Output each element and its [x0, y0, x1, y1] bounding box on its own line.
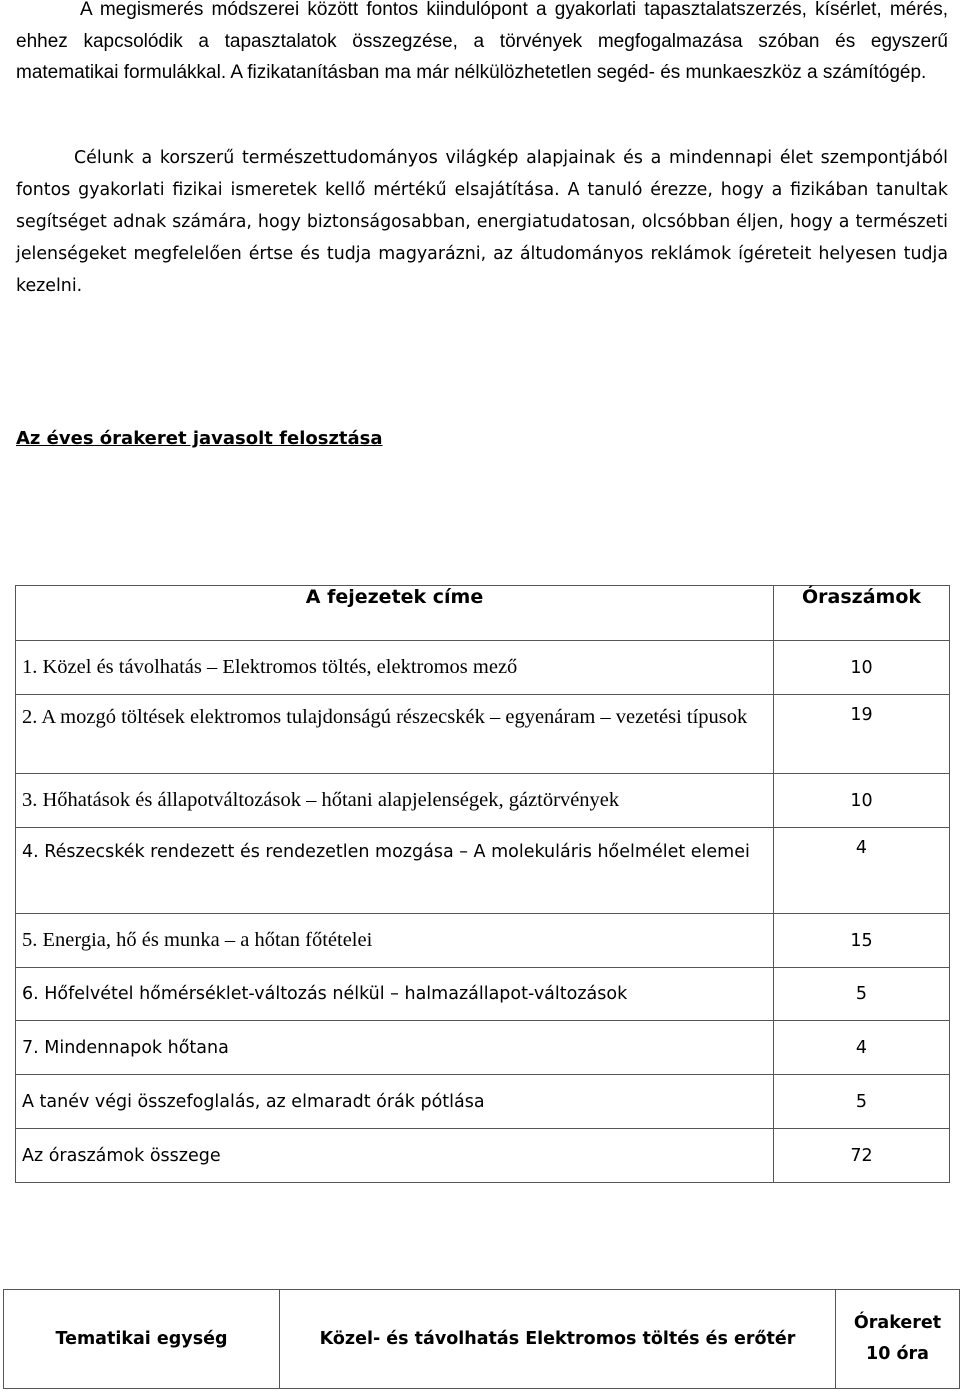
- row-title: Az óraszámok összege: [16, 1129, 774, 1183]
- unit-title: Közel- és távolhatás Elektromos töltés és erőtér: [280, 1290, 836, 1389]
- row-title: 4. Részecskék rendezett és rendezetlen mozgása – A molekuláris hőelmélet elemei: [16, 828, 774, 914]
- row-title: 2. A mozgó töltések elektromos tulajdonságú részecskék – egyenáram – vezetési típusok: [16, 695, 774, 774]
- table-row: [16, 914, 950, 968]
- thematic-unit-row: [4, 1290, 960, 1389]
- row-title: 3. Hőhatások és állapotváltozások – hőtani alapjelenségek, gáztörvények: [16, 774, 774, 828]
- row-title: 5. Energia, hő és munka – a hőtan főtételei: [16, 914, 774, 968]
- table-row: [16, 1021, 950, 1075]
- row-hours: 5: [774, 968, 950, 1021]
- row-title: A tanév végi összefoglalás, az elmaradt órák pótlása: [16, 1075, 774, 1129]
- table-row: [16, 774, 950, 828]
- header-chapter-title: A fejezetek címe: [16, 586, 774, 641]
- row-hours: 19: [774, 695, 950, 774]
- table-row: [16, 695, 950, 774]
- row-hours: 72: [774, 1129, 950, 1183]
- unit-hours: [836, 1290, 960, 1389]
- unit-hours-value: 10 óra: [866, 1344, 929, 1364]
- table-header-row: [16, 586, 950, 641]
- table-row: [16, 1129, 950, 1183]
- unit-hours-label: Órakeret: [853, 1313, 942, 1333]
- thematic-unit-table: [3, 1289, 960, 1389]
- row-title: 6. Hőfelvétel hőmérséklet-változás nélkül – halmazállapot-változások: [16, 968, 774, 1021]
- table-row: [16, 641, 950, 695]
- table-row: [16, 828, 950, 914]
- row-hours: 4: [774, 1021, 950, 1075]
- hours-table: [15, 585, 950, 1183]
- intro-paragraph-1: A megismerés módszerei között fontos kiindulópont a gyakorlati tapasztalatszerzés, kísérlet, mérés, ehhez kapcsolódik a tapasztalatok összegzése, a törvények megfogalmazása szóban és egyszerű matematikai formulákkal. A fizikatanításban ma már nélkülözhetetlen segéd- és munkaeszköz a számítógép.: [16, 0, 948, 83]
- row-hours: 5: [774, 1075, 950, 1129]
- header-hours: Óraszámok: [774, 586, 950, 641]
- row-title: 1. Közel és távolhatás – Elektromos töltés, elektromos mező: [16, 641, 774, 695]
- row-hours: 10: [774, 641, 950, 695]
- table-row: [16, 968, 950, 1021]
- intro-paragraph-2: Célunk a korszerű természettudományos világkép alapjainak és a mindennapi élet szempontjából fontos gyakorlati fizikai ismeretek kellő mértékű elsajátítása. A tanuló érezze, hogy a fizikában tanultak segítséget adnak számára, hogy biztonságosabban, energiatudatosan, olcsóbban éljen, hogy a természeti jelenségeket megfelelően értse és tudja magyarázni, az áltudományos reklámok ígéreteit helyesen tudja kezelni.: [16, 148, 948, 296]
- row-title: 7. Mindennapok hőtana: [16, 1021, 774, 1075]
- row-hours: 15: [774, 914, 950, 968]
- row-hours: 10: [774, 774, 950, 828]
- table-row: [16, 1075, 950, 1129]
- unit-label: Tematikai egység: [4, 1290, 280, 1389]
- row-hours: 4: [774, 828, 950, 914]
- section-title: Az éves órakeret javasolt felosztása: [16, 428, 383, 449]
